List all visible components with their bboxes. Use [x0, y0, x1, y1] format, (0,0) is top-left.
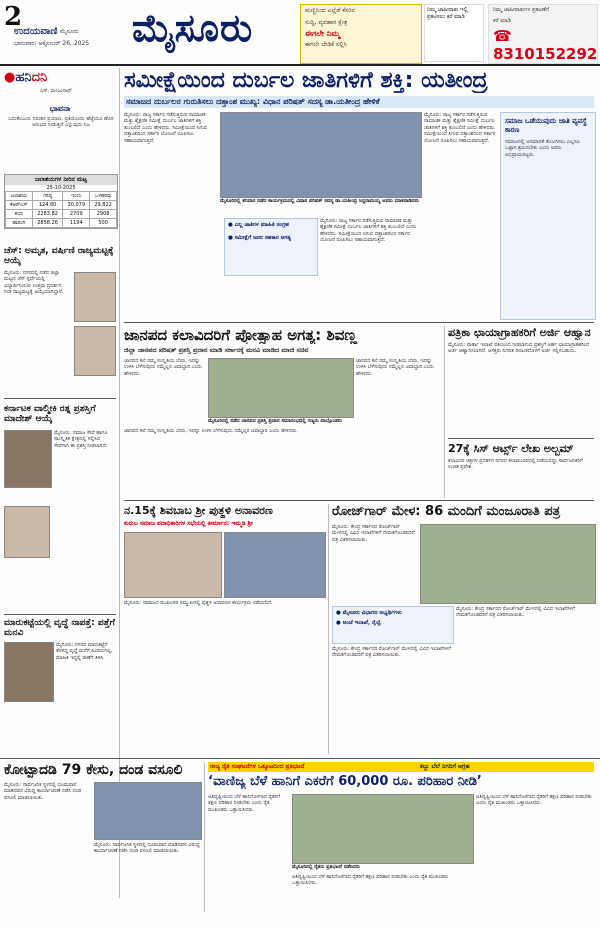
table-row [6, 210, 117, 219]
bullet-item: ● ಎಲ್ಲ ಜಾತಿಗಳ ಮಾಹಿತಿ ಸಂಗ್ರಹ [228, 222, 289, 228]
table-cell: 30,079 [63, 201, 90, 210]
story-f-headline[interactable]: ರೋಜ್‌ಗಾರ್ ಮೇಳ: 86 ಮಂದಿಗೆ ಮಂಜೂರಾತಿ ಪತ್ರ [332, 504, 561, 519]
table-cell: 2858.26 [32, 219, 63, 228]
top-story-headline[interactable]: ಸಮೀಕ್ಷೆಯಿಂದ ದುರ್ಬಲ ಜಾತಿಗಳಿಗೆ ಶಕ್ತಿ: ಯತೀಂದ್ರ [124, 68, 488, 93]
story-b-body: ಜಾನಪದ ಕಲೆ ನಮ್ಮ ಸಂಸ್ಕೃತಿಯ ಬೇರು, ಇದನ್ನು ಉಳಿಸಿ ಬೆಳೆಸುವುದು ನಮ್ಮೆಲ್ಲರ ಜವಾಬ್ದಾರಿ ಎಂದು ಹೇಳಿದರು. [124, 358, 202, 377]
story-h-kicker2: ಕಬ್ಬು ಬೆಲೆ ನಿಗದಿಗೆ ಆಗ್ರಹ [420, 763, 470, 770]
story-c-body: ಮೈಸೂರು: ವಾರ್ತಾ ಇಲಾಖೆ ವತಿಯಿಂದ ನೀಡಲಾಗುವ ಪ್ರಶಸ್ತಿಗೆ ಅರ್ಹ ಛಾಯಾಗ್ರಾಹಕರಿಂದ ಅರ್ಜಿ ಆಹ್ವಾನಿಸಲಾಗಿದೆ. ಆಸಕ್ತರು ನಿಗದಿತ ದಿನಾಂಕದೊಳಗೆ ಅರ್ಜಿ ಸಲ್ಲಿಸಬಹುದು. [448, 342, 590, 355]
top-story-body: ಮೈಸೂರು: ರಾಜ್ಯ ಸರ್ಕಾರ ನಡೆಸುತ್ತಿರುವ ಸಾಮಾಜಿಕ ಮತ್ತು ಶೈಕ್ಷಣಿಕ ಸಮೀಕ್ಷೆ ದುರ್ಬಲ ಜಾತಿಗಳಿಗೆ ಶಕ್ತಿ ತುಂಬಲಿದೆ ಎಂದು ಹೇಳಿದರು. ಸಮೀಕ್ಷೆಯಿಂದ ಸಿಗುವ ದತ್ತಾಂಶದಿಂದ ಸರ್ಕಾರ ಯೋಜನೆ ರೂಪಿಸಲು ಸಹಾಯವಾಗುತ್ತದೆ. [124, 112, 208, 144]
left-story1-headline[interactable]: ಚೆಸ್: ಅಮೃತ, ವರ್ಷಿಣಿ ರಾಜ್ಯಮಟ್ಟಕ್ಕೆ ಆಯ್ಕೆ [4, 246, 114, 266]
masthead-rule [0, 64, 600, 66]
edition-label: ಮೈಸೂರು [60, 28, 79, 35]
person-photo [4, 506, 50, 558]
ad3-line-2: ಕರೆ ಮಾಡಿ [493, 18, 511, 24]
story-e-headline[interactable]: ನ.15ಕ್ಕೆ ಶಿವಬಾಬ ಶ್ರೀ ಪುತ್ಥಳಿ ಅನಾವರಣ [124, 504, 273, 517]
ad1-highlight: ಈಗಲೇ ನಿಮ್ಮ [305, 29, 341, 38]
story-b-photo [208, 358, 354, 418]
story-e-body: ಮೈಸೂರು: ಸಮಾಜದ ಮುಖಂಡರ ಸಮ್ಮುಖದಲ್ಲಿ ಪುತ್ಥಳಿ ಅನಾವರಣ ಕಾರ್ಯಕ್ರಮ ನಡೆಯಲಿದೆ. [124, 600, 273, 606]
column-separator [204, 762, 205, 912]
student-photo-2 [74, 326, 116, 376]
divider [4, 398, 116, 399]
brand-part-a: ಹನಿ [15, 70, 32, 85]
phone-icon: ☎ [493, 27, 512, 45]
brand-part-b: ದನಿ [31, 70, 48, 85]
table-cell: 2709 [63, 210, 90, 219]
sidebox-headline: ಸಮಾಜ ಒಡೆಯುವುದು ಜಾತಿ ವ್ಯವಸ್ಥೆ ಕಾರಣ [505, 117, 587, 134]
ad1-line-3: ಈಗಲೇ ಬೇಡಿಕೆ ಸಲ್ಲಿಸಿ [305, 41, 347, 48]
table-header: ಒಳಹರಿವು [90, 192, 117, 201]
reservoir-table [4, 174, 118, 229]
divider [448, 438, 594, 439]
top-story-body-cont: ಮೈಸೂರು: ರಾಜ್ಯ ಸರ್ಕಾರ ನಡೆಸುತ್ತಿರುವ ಸಾಮಾಜಿಕ ಮತ್ತು ಶೈಕ್ಷಣಿಕ ಸಮೀಕ್ಷೆ ದುರ್ಬಲ ಜಾತಿಗಳಿಗೆ ಶಕ್ತಿ ತುಂಬಲಿದೆ ಎಂದು ಹೇಳಿದರು. ಸಮೀಕ್ಷೆಯಿಂದ ಸಿಗುವ ದತ್ತಾಂಶದಿಂದ ಸರ್ಕಾರ ಯೋಜನೆ ರೂಪಿಸಲು ಸಹಾಯವಾಗುತ್ತದೆ. [320, 218, 417, 244]
story-b-caption: ಮೈಸೂರಿನಲ್ಲಿ ನಡೆದ ಜಾನಪದ ಪ್ರಶಸ್ತಿ ಪ್ರದಾನ ಸಮಾರಂಭದಲ್ಲಿ ಗಣ್ಯರು ಪಾಲ್ಗೊಂಡರು [208, 418, 343, 424]
table-cell: 2908 [90, 210, 117, 219]
story-e-photo-1 [124, 532, 222, 598]
student-photo-1 [74, 272, 116, 322]
column-brand [4, 70, 47, 85]
ad3-phone-number: 8310152292 [493, 45, 598, 63]
story-e-subhead: ಕುರುಬ ಸಮಾಜ ಪದಾಧಿಕಾರಿಗಳ ಸಭೆಯಲ್ಲಿ ತೀರ್ಮಾನ: ಇಮ್ಮಡಿ ಶ್ರೀ [124, 520, 253, 527]
story-g-headline[interactable]: ಕೋಟ್ಪಾದಡಿ 79 ಕೇಸು, ದಂಡ ವಸೂಲಿ [4, 762, 183, 778]
top-story-photo [220, 112, 422, 198]
top-story-sidebox [500, 112, 596, 320]
divider [124, 322, 594, 323]
story-f-photo [420, 524, 596, 604]
bullet-item: ● ಅಂಚೆ ಇಲಾಖೆ, ರೈಲ್ವೆ [336, 620, 381, 626]
elderly-woman-photo [4, 642, 54, 702]
story-g-body: ಮೈಸೂರು: ಸಾರ್ವಜನಿಕ ಸ್ಥಳದಲ್ಲಿ ಧೂಮಪಾನ ಮಾಡಿದವರ ವಿರುದ್ಧ ಕಾರ್ಯಾಚರಣೆ ನಡೆಸಿ ದಂಡ ವಸೂಲಿ ಮಾಡಲಾಯಿತು. [4, 782, 82, 801]
story-e-photo-2 [224, 532, 326, 598]
advertisement-3[interactable] [488, 4, 598, 64]
print-registration-marks [0, 916, 600, 928]
table-header-row [6, 192, 117, 201]
advertisement-2[interactable]: ನಿಮ್ಮ ಜಾಹೀರಾತು ಇಲ್ಲಿ ಪ್ರಕಟಿಸಲು ಕರೆ ಮಾಡಿ [424, 4, 484, 62]
table-header: ಗರಿಷ್ಠ [32, 192, 63, 201]
divider [4, 614, 116, 615]
bullet-text: ಸಮೀಕ್ಷೆಗೆ ಜನರ ಸಹಕಾರ ಅಗತ್ಯ [234, 235, 291, 241]
bullet-item: ● ಸಮೀಕ್ಷೆಗೆ ಜನರ ಸಹಕಾರ ಅಗತ್ಯ [228, 235, 291, 241]
column-text: ಬದುಕೆಂಬುದು ನಿರಂತರ ಪ್ರಯಾಣ, ಪ್ರತಿಯೊಂದು ಹೆಜ್ಜೆಯೂ ಹೊಸ ಅನುಭವ ನೀಡುತ್ತದೆ ಎನ್ನುವುದು ನಿಜ [8, 116, 114, 129]
story-f-body-cont2: ಮೈಸೂರು: ಕೇಂದ್ರ ಸರ್ಕಾರದ ರೋಜ್‌ಗಾರ್ ಮೇಳದಲ್ಲಿ ವಿವಿಧ ಇಲಾಖೆಗಳಿಗೆ ನೇಮಕಗೊಂಡವರಿಗೆ ಪತ್ರ ವಿತರಿಸಲಾಯಿತು. [456, 606, 575, 619]
story-h-kicker: ರಾಜ್ಯ ರೈತ ಸಂಘಟನೆಗಳ ಒಕ್ಕೂಟದಿಂದ ಪ್ರತಿಭಟನೆ [210, 763, 305, 770]
ad1-line-1: ಮಣ್ಣಿನಿಂದ ಎಲ್ಲೆಡೆ ಕೆಸರಿನ [305, 7, 355, 14]
story-b-body-cont2: ಜಾನಪದ ಕಲೆ ನಮ್ಮ ಸಂಸ್ಕೃತಿಯ ಬೇರು, ಇದನ್ನು ಉಳಿಸಿ ಬೆಳೆಸುವುದು ನಮ್ಮೆಲ್ಲರ ಜವಾಬ್ದಾರಿ ಎಂದು ಹೇಳಿದರು. [124, 428, 298, 434]
story-h-body-cont: ಅತಿವೃಷ್ಟಿಯಿಂದ ಬೆಳೆ ಹಾನಿಗೊಳಗಾದ ರೈತರಿಗೆ ತಕ್ಷಣ ಪರಿಹಾರ ನೀಡಬೇಕು ಎಂದು ರೈತ ಮುಖಂಡರು ಒತ್ತಾಯಿಸಿದರು. [292, 874, 449, 887]
story-g-body-cont: ಮೈಸೂರು: ಸಾರ್ವಜನಿಕ ಸ್ಥಳದಲ್ಲಿ ಧೂಮಪಾನ ಮಾಡಿದವರ ವಿರುದ್ಧ ಕಾರ್ಯಾಚರಣೆ ನಡೆಸಿ ದಂಡ ವಸೂಲಿ ಮಾಡಲಾಯಿತು. [94, 842, 200, 855]
column-separator [328, 504, 329, 754]
story-h-body-cont2: ಅತಿವೃಷ್ಟಿಯಿಂದ ಬೆಳೆ ಹಾನಿಗೊಳಗಾದ ರೈತರಿಗೆ ತಕ್ಷಣ ಪರಿಹಾರ ನೀಡಬೇಕು ಎಂದು ರೈತ ಮುಖಂಡರು ಒತ್ತಾಯಿಸಿದರು. [476, 794, 592, 807]
top-story-caption: ಮೈಸೂರಿನಲ್ಲಿ ಶನಿವಾರ ನಡೆದ ಕಾರ್ಯಕ್ರಮದಲ್ಲಿ ವಿಧಾನ ಪರಿಷತ್ ಸದಸ್ಯ ಡಾ.ಯತೀಂದ್ರ ಸಿದ್ದರಾಮಯ್ಯ ಅವರು ಮಾತನಾಡಿದರು [220, 198, 419, 204]
story-f-bullets [332, 606, 454, 644]
column-separator [444, 326, 445, 498]
divider [124, 500, 594, 501]
advertisement-1[interactable] [300, 4, 422, 64]
ad3-phone [489, 27, 597, 63]
divider [0, 758, 600, 759]
reservoir-data [5, 191, 117, 228]
bullet-text: ಎಲ್ಲ ಜಾತಿಗಳ ಮಾಹಿತಿ ಸಂಗ್ರಹ [234, 222, 289, 228]
left-story3-headline[interactable]: ಮಾರುಕಟ್ಟೆಯಲ್ಲಿ ವೃದ್ಧೆ ನಾಪತ್ತೆ: ಪತ್ತೆಗೆ ಮನವಿ [4, 618, 115, 638]
left-story2-text: ಮೈಸೂರು: ಸಮಾಜ ಸೇವೆ ಹಾಗೂ ಸಾಂಸ್ಕೃತಿಕ ಕ್ಷೇತ್ರದಲ್ಲಿ ಸಲ್ಲಿಸಿದ ಸೇವೆಗಾಗಿ ಈ ಪ್ರಶಸ್ತಿ ನೀಡಲಾಗಿದೆ. [54, 430, 108, 449]
reservoir-table-date: 25-10-2025 [46, 185, 76, 191]
reservoir-table-title: ಜಲಾಶಯಗಳ ನೀರಿನ ಮಟ್ಟ [5, 175, 117, 185]
date-line: ಭಾನುವಾರ, ಅಕ್ಟೋಬರ್ 26, 2025 [14, 40, 90, 47]
city-title: ಮೈಸೂರು [132, 6, 254, 50]
story-b-body-cont: ಜಾನಪದ ಕಲೆ ನಮ್ಮ ಸಂಸ್ಕೃತಿಯ ಬೇರು, ಇದನ್ನು ಉಳಿಸಿ ಬೆಳೆಸುವುದು ನಮ್ಮೆಲ್ಲರ ಜವಾಬ್ದಾರಿ ಎಂದು ಹೇಳಿದರು. [356, 358, 434, 377]
top-story-subhead: ಸಮಾಜದ ದುರ್ಬಲರ ಗುರುತಿಸಲು ದತ್ತಾಂಶ ಮುಖ್ಯ: ವಿಧಾನ ಪರಿಷತ್ ಸದಸ್ಯ ಡಾ.ಯತೀಂದ್ರ ಹೇಳಿಕೆ [126, 97, 380, 106]
story-h-body: ಅತಿವೃಷ್ಟಿಯಿಂದ ಬೆಳೆ ಹಾನಿಗೊಳಗಾದ ರೈತರಿಗೆ ತಕ್ಷಣ ಪರಿಹಾರ ನೀಡಬೇಕು ಎಂದು ರೈತ ಮುಖಂಡರು ಒತ್ತಾಯಿಸಿದರು. [208, 794, 281, 813]
story-h-photo [292, 794, 474, 864]
column-byline: ಎಸ್. ಮಂಜುನಾಥ್ [40, 88, 72, 94]
table-cell: 1194 [63, 219, 90, 228]
story-f-body-cont: ಮೈಸೂರು: ಕೇಂದ್ರ ಸರ್ಕಾರದ ರೋಜ್‌ಗಾರ್ ಮೇಳದಲ್ಲಿ ವಿವಿಧ ಇಲಾಖೆಗಳಿಗೆ ನೇಮಕಗೊಂಡವರಿಗೆ ಪತ್ರ ವಿತರಿಸಲಾಯಿತು. [332, 646, 451, 659]
table-cell: ಕಬಿನಿ [6, 210, 33, 219]
story-d-body: ಕಲಾವಿದರ ಚಿತ್ರಗಳ ಪ್ರದರ್ಶನ ನಗರದ ಕಲಾಮಂದಿರದಲ್ಲಿ ನಡೆಯಲಿದ್ದು ಸಾರ್ವಜನಿಕರಿಗೆ ಉಚಿತ ಪ್ರವೇಶ. [448, 458, 583, 471]
left-story1-text: ಮೈಸೂರು: ನಗರದಲ್ಲಿ ನಡೆದ ಜಿಲ್ಲಾ ಮಟ್ಟದ ಚೆಸ್ ಸ್ಪರ್ಧೆಯಲ್ಲಿ ವಿದ್ಯಾರ್ಥಿನಿಯರು ಉತ್ತಮ ಪ್ರದರ್ಶನ ನೀಡಿ ರಾಜ್ಯಮಟ್ಟಕ್ಕೆ ಆಯ್ಕೆಯಾಗಿದ್ದಾರೆ. [4, 270, 64, 296]
ad1-line-2: ಸುದ್ದಿ, ವ್ಯವಹಾರ ಕ್ಷೇತ್ರ [305, 19, 348, 26]
story-b-subhead: ಜಿಲ್ಲಾ ಜಾನಪದ ಪರಿಷತ್ ಪ್ರಶಸ್ತಿ ಪ್ರದಾನ ಮಾಡಿ ಸರ್ಕಾರಕ್ಕೆ ಮನವಿ ಮಾಡಿದ ಮಾಜಿ ಸಚಿವ [124, 346, 309, 354]
left-story2-headline[interactable]: ಕರ್ನಾಟಕ ವಾಲ್ಮೀಕಿ ರತ್ನ ಪ್ರಶಸ್ತಿಗೆ ಮಾದೇಶ್ ಆಯ್ಕೆ [4, 404, 96, 424]
bullet-text: ಅಂಚೆ ಇಲಾಖೆ, ರೈಲ್ವೆ [342, 620, 381, 626]
registration-dots-left [120, 919, 152, 928]
table-cell: 2283.82 [32, 210, 63, 219]
story-h-headline[interactable]: ‘ವಾಣಿಜ್ಯ ಬೆಳೆ ಹಾನಿಗೆ ಎಕರೆಗೆ 60,000 ರೂ. ಪರಿಹಾರ ನೀಡಿ’ [208, 774, 482, 789]
top-story-body-cont2: ಮೈಸೂರು: ರಾಜ್ಯ ಸರ್ಕಾರ ನಡೆಸುತ್ತಿರುವ ಸಾಮಾಜಿಕ ಮತ್ತು ಶೈಕ್ಷಣಿಕ ಸಮೀಕ್ಷೆ ದುರ್ಬಲ ಜಾತಿಗಳಿಗೆ ಶಕ್ತಿ ತುಂಬಲಿದೆ ಎಂದು ಹೇಳಿದರು. ಸಮೀಕ್ಷೆಯಿಂದ ಸಿಗುವ ದತ್ತಾಂಶದಿಂದ ಸರ್ಕಾರ ಯೋಜನೆ ರೂಪಿಸಲು ಸಹಾಯವಾಗುತ್ತದೆ. [424, 112, 496, 144]
table-cell: 124.80 [32, 201, 63, 210]
story-d-headline[interactable]: 27ಕ್ಕೆ ಸಿಸ್ ಆರ್ಟ್ಸ್ ಲೇಖ ಅಲ್ಬಮ್ [448, 442, 574, 455]
registration-dots-right [460, 919, 492, 928]
table-cell: 500 [90, 219, 117, 228]
story-h-caption: ಮೈಸೂರಿನಲ್ಲಿ ರೈತರು ಪ್ರತಿಭಟನೆ ನಡೆಸಿದರು [292, 864, 361, 870]
story-c-headline[interactable]: ಪತ್ರಿಕಾ ಛಾಯಾಗ್ರಾಹಕರಿಗೆ ಅರ್ಜಿ ಆಹ್ವಾನ [448, 326, 591, 339]
column-heading: ಭಾವನಾ [49, 104, 71, 113]
table-cell: 29,822 [90, 201, 117, 210]
table-cell: ಕೆಆರ್‌ಎಸ್ [6, 201, 33, 210]
table-row [6, 219, 117, 228]
sidebox-text: ಸಮಾಜದಲ್ಲಿ ಅಸಮಾನತೆ ತೊಲಗಿಸಲು ಎಲ್ಲರೂ ಒಟ್ಟಾಗಿ ಶ್ರಮಿಸಬೇಕು ಎಂದು ಅವರು ಅಭಿಪ್ರಾಯಪಟ್ಟರು. [505, 139, 580, 158]
left-story3-text: ಮೈಸೂರು: ನಗರದ ಮಾರುಕಟ್ಟೆಗೆ ತೆರಳಿದ್ದ ವೃದ್ಧೆ ಮನೆಗೆ ಹಿಂದಿರುಗಿಲ್ಲ, ಮಾಹಿತಿ ಇದ್ದಲ್ಲಿ ಠಾಣೆಗೆ ತಿಳಿಸಿ. [56, 642, 113, 661]
ad3-line-1: ನಿಮ್ಮ ಜಾಹೀರಾತುಗಳ ಪ್ರಕಟಣೆಗೆ [493, 7, 550, 13]
awardee-photo [4, 430, 52, 488]
table-header: ಇಂದು [63, 192, 90, 201]
top-story-bullets [224, 218, 318, 276]
table-row [6, 201, 117, 210]
story-b-headline[interactable]: ಜಾನಪದ ಕಲಾವಿದರಿಗೆ ಪ್ರೋತ್ಸಾಹ ಅಗತ್ಯ: ಶಿವಣ್ಣ [124, 326, 358, 344]
paper-name: ಉದಯವಾಣಿ [14, 26, 58, 37]
bullet-text: ಮೈಸೂರು ವಿಭಾಗದ ಅಭ್ಯರ್ಥಿಗಳು [342, 610, 402, 616]
table-cell: ಹಾರಂಗಿ [6, 219, 33, 228]
story-f-body: ಮೈಸೂರು: ಕೇಂದ್ರ ಸರ್ಕಾರದ ರೋಜ್‌ಗಾರ್ ಮೇಳದಲ್ಲಿ ವಿವಿಧ ಇಲಾಖೆಗಳಿಗೆ ನೇಮಕಗೊಂಡವರಿಗೆ ಪತ್ರ ವಿತರಿಸಲಾಯಿತು. [332, 524, 415, 543]
bullet-item: ● ಮೈಸೂರು ವಿಭಾಗದ ಅಭ್ಯರ್ಥಿಗಳು [336, 610, 402, 616]
brand-icon: ● [4, 70, 16, 85]
story-g-photo [94, 782, 202, 840]
table-header: ಜಲಾಶಯ [6, 192, 33, 201]
page-number: 2 [4, 2, 23, 32]
